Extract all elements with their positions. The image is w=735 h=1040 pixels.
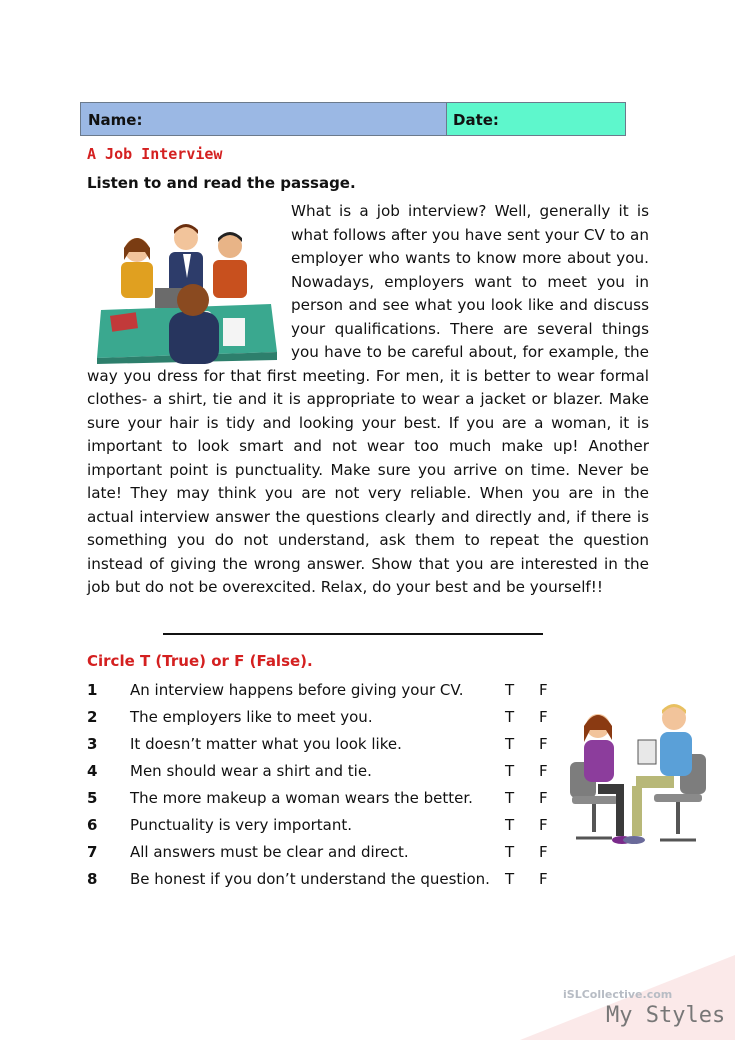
question-number: 4 bbox=[87, 762, 98, 780]
question-row bbox=[87, 813, 557, 840]
question-row bbox=[87, 678, 557, 705]
passage-text: What is a job interview? Well, generally it is what follows after you have sent your CV to an employer who wants to know more about you. Nowadays, employers want to meet you in person and see what you look like and discuss your qualifications. There are several things you have to be careful about, for example, the way you dress for that first meeting. For men, it is better to wear formal clothes- a shirt, tie and it is appropriate to wear a jacket or blazer. Make sure your hair is tidy and looking your best. If you are a woman, it is important to look smart and not wear too much make up! Another important point is punctuality. Make sure you arrive on time. Never be late! They may think you are not very reliable. When you are in the actual interview answer the questions clearly and directly and, if there is something you do not understand, ask them to repeat the question instead of giving the wrong answer. Show that you are interested in the job but do not be overexcited. Relax, do your best and be yourself!! bbox=[87, 202, 649, 596]
question-text: It doesn’t matter what you look like. bbox=[130, 735, 402, 753]
question-number: 5 bbox=[87, 789, 98, 807]
false-option[interactable]: F bbox=[539, 816, 548, 834]
site-watermark: iSLCollective.com bbox=[563, 988, 673, 1001]
true-option[interactable]: T bbox=[505, 789, 515, 807]
styles-watermark: My Styles bbox=[606, 1003, 726, 1028]
question-text: Men should wear a shirt and tie. bbox=[130, 762, 372, 780]
true-option[interactable]: T bbox=[505, 843, 515, 861]
question-row bbox=[87, 705, 557, 732]
name-field-label[interactable]: Name: bbox=[81, 103, 447, 135]
question-row bbox=[87, 786, 557, 813]
question-row bbox=[87, 759, 557, 786]
question-text: All answers must be clear and direct. bbox=[130, 843, 409, 861]
question-text: Punctuality is very important. bbox=[130, 816, 353, 834]
section-divider bbox=[163, 633, 543, 635]
true-option[interactable]: T bbox=[505, 735, 515, 753]
question-number: 1 bbox=[87, 681, 98, 699]
two-people-talking-illustration bbox=[562, 700, 712, 860]
question-row bbox=[87, 732, 557, 759]
question-number: 2 bbox=[87, 708, 98, 726]
question-number: 3 bbox=[87, 735, 98, 753]
false-option[interactable]: F bbox=[539, 762, 548, 780]
worksheet-title: A Job Interview bbox=[87, 145, 223, 163]
exercise-title: Circle T (True) or F (False). bbox=[87, 652, 313, 670]
false-option[interactable]: F bbox=[539, 870, 548, 888]
question-text: Be honest if you don’t understand the question. bbox=[130, 870, 490, 888]
true-option[interactable]: T bbox=[505, 870, 515, 888]
question-number: 6 bbox=[87, 816, 98, 834]
true-option[interactable]: T bbox=[505, 681, 515, 699]
question-text: The employers like to meet you. bbox=[130, 708, 373, 726]
question-text: An interview happens before giving your CV. bbox=[130, 681, 464, 699]
question-text: The more makeup a woman wears the better. bbox=[130, 789, 473, 807]
name-date-header bbox=[80, 102, 626, 136]
true-option[interactable]: T bbox=[505, 708, 515, 726]
reading-passage bbox=[87, 200, 649, 600]
false-option[interactable]: F bbox=[539, 681, 548, 699]
false-option[interactable]: F bbox=[539, 735, 548, 753]
false-option[interactable]: F bbox=[539, 789, 548, 807]
question-row bbox=[87, 867, 557, 894]
false-option[interactable]: F bbox=[539, 708, 548, 726]
question-number: 8 bbox=[87, 870, 98, 888]
question-number: 7 bbox=[87, 843, 98, 861]
question-row bbox=[87, 840, 557, 867]
true-option[interactable]: T bbox=[505, 816, 515, 834]
job-interview-illustration bbox=[87, 200, 287, 364]
instruction-text: Listen to and read the passage. bbox=[87, 174, 356, 192]
date-field-label[interactable]: Date: bbox=[447, 103, 625, 135]
true-option[interactable]: T bbox=[505, 762, 515, 780]
true-false-list bbox=[87, 678, 557, 894]
false-option[interactable]: F bbox=[539, 843, 548, 861]
